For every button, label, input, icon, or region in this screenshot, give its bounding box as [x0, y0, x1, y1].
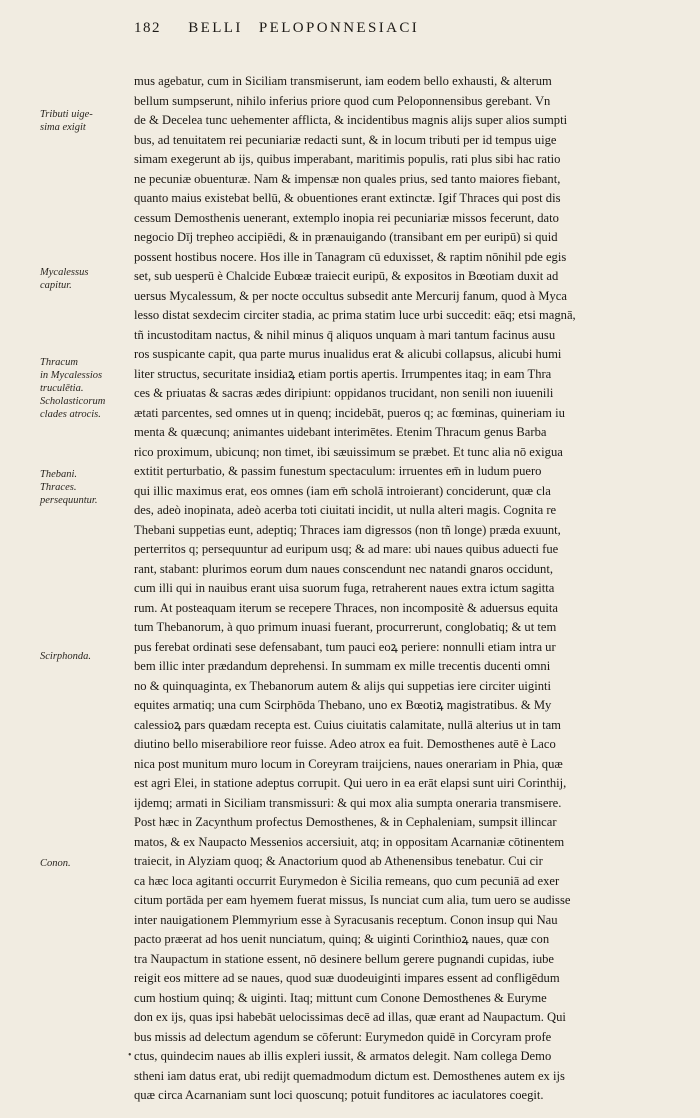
- margin-notes: [0, 0, 130, 1118]
- text-line: est agri Elei, in statione adeptus corrupit. Qui uero in ea erāt elapsi sunt uiri Corinthij,: [134, 776, 567, 790]
- margin-note: Thebani. Thraces. persequuntur.: [40, 469, 98, 506]
- text-line: matos, & ex Naupacto Messenios accersiuit, atq; in oppositam Acarnaniæ cōtinentem: [134, 834, 565, 849]
- text-line: calessioꝝ pars quædam recepta est. Cuius ciuitatis calamitate, nullā alterius ut in tam: [134, 717, 561, 732]
- text-line: tñ incustoditam nactus, & nihil minus q̄ aliquos unquam à mari tantum facinus ausu: [134, 327, 556, 342]
- text-line: nica post munitum muro locum in Coreyram traijciens, naues onerariam in Phia, quæ: [134, 756, 563, 771]
- text-line: don ex ijs, quas ipsi habebāt uelocissimas decē ad illas, quæ erant ad Naupactum. Qui: [134, 1010, 566, 1024]
- text-line: pacto præerat ad hos uenit nunciatum, quinq; & uiginti Corinthioꝝ naues, quæ con: [134, 932, 550, 946]
- text-line: possent hostibus nocere. Hos ille in Tanagram cū eduxisset, & raptim nōnihil pde egis: [134, 249, 567, 264]
- text-line: uersus Mycalessum, & per nocte occultus subsedit ante Mercurij fanum, quod à Myca: [134, 288, 567, 303]
- text-line: traiecit, in Alyziam quoq; & Anactorium quod ab Athenensibus tenebatur. Cui cir: [134, 854, 543, 868]
- text-line: ne pecuniæ obuenturæ. Nam & impensæ non quales prius, sed tanto maiores fiebant,: [134, 171, 561, 186]
- margin-note: Thracum in Mycalessios truculētia. Scholasticorum clades atrocis.: [40, 357, 106, 420]
- text-line: rant, stabant: plurimos eorum dum naues conscendunt nec natandi gnaros occidunt,: [134, 561, 553, 576]
- text-line: quæ circa Acarnaniam sunt loci quoscunq; potuit funditores ac iaculatores coegit.: [134, 1088, 544, 1102]
- text-line: no & quinquaginta, ex Thebanorum autem & alijs qui suppetias iere circiter uiginti: [134, 678, 552, 693]
- text-line: ces & priuatas & sacras ædes diripiunt: oppidanos trucidant, non senili non iuuenili: [134, 386, 554, 400]
- text-line: des, adeò inopinata, adeò acerba toti ciuitati incidit, ut nulla alteri magis. Cognita re: [134, 503, 557, 517]
- text-line: diutino bello miserabiliore reor fuisse. Adeo atrox ea fuit. Demosthenes autē è Laco: [134, 737, 556, 751]
- footer-mark: •: [128, 1050, 132, 1061]
- text-line: ijdemq; armati in Siciliam transmissuri: & qui mox alia sumpta oneraria transmisere.: [134, 795, 562, 810]
- text-line: stheni iam datus erat, ubi redijt quemadmodum dictum est. Demosthenes autem ex ijs: [134, 1068, 565, 1083]
- text-line: ros suspicante capit, qua parte murus inualidus erat & alicubi collapsus, alicubi humi: [134, 347, 562, 361]
- text-line: tum Thebanorum, à quo primum inuasi fuerant, procurrerunt, conglobatiq; & ut tem: [134, 620, 557, 634]
- page-number: 182: [134, 20, 161, 36]
- text-line: mus agebatur, cum in Siciliam transmiserunt, iam eodem bello exhausti, & alterum: [134, 74, 552, 88]
- text-line: inter nauigationem Plemmyrium esse à Syracusanis receptum. Conon insup qui Nau: [134, 912, 558, 927]
- text-line: extitit perturbatio, & passim funestum spectaculum: irruentes em̄ in ludum puero: [134, 464, 542, 478]
- text-line: quanto maius existebat bellū, & obuentiones erant extinctæ. Igif Thraces qui post dis: [134, 191, 561, 205]
- text-line: bus, ad tenuitatem rei pecuniariæ redacti sunt, & in locum tributi per id tempus uige: [134, 132, 557, 147]
- margin-note: Tributi uige- sima exigit: [40, 109, 93, 133]
- margin-note: Scirphonda.: [40, 651, 92, 662]
- margin-note: Mycalessus capitur.: [40, 267, 89, 291]
- margin-note: Conon.: [40, 858, 71, 869]
- running-title: BELLI PELOPONNESIACI: [188, 20, 420, 36]
- text-line: set, sub uesperū è Chalcide Eubœæ traiecit euripū, & expositos in Bœotiam duxit ad: [134, 269, 559, 283]
- text-line: cum hostium quinq; & uiginti. Itaq; mittunt cum Conone Demosthenes & Euryme: [134, 990, 547, 1005]
- text-line: lesso distat sexdecim circiter stadia, ac prima statim luce urbi succedit: eāq; etsi magnā,: [134, 308, 576, 322]
- text-line: bem illic inter prædandum deprehensi. In summam ex mille trecentis ducenti omni: [134, 659, 551, 673]
- text-line: perterritos q; persequuntur ad euripum usq; & ad mare: ubi naues quibus aduecti fue: [134, 542, 559, 556]
- text-line: ctus, quindecim naues ab illis expleri iussit, & armatos delegit. Nam collega Demo: [134, 1049, 552, 1063]
- text-line: bellum sumpserunt, nihilo inferius priore quod cum Peloponnensibus gerebant. Vn: [134, 93, 551, 108]
- text-line: menta & quæcunq; animantes uidebant interimētes. Etenim Thracum genus Barba: [134, 425, 547, 439]
- text-line: ætati parcentes, sed omnes ut in quenq; incidebāt, pueros q; ac fœminas, quineriam iu: [134, 405, 565, 420]
- text-line: Thebani suppetias eunt, adeptiq; Thraces iam digressos (non tñ longe) præda exuunt,: [134, 522, 561, 537]
- text-line: negocio Dīj trepheo accipiēdi, & in prænauigando (transibant em per euripū) si quid: [134, 230, 558, 244]
- text-line: equites armatiq; una cum Scirphōda Thebano, uno ex Bœotiꝝ magistratibus. & My: [134, 698, 552, 712]
- text-line: Post hæc in Zacynthum profectus Demosthenes, & in Cephaleniam, sumpsit illincar: [134, 815, 557, 829]
- text-line: reigit eos mittere ad se naues, quod suæ duodeuiginti impares essent ad confligēdum: [134, 971, 560, 985]
- text-line: liter structus, securitate insidiaꝝ etiam portis apertis. Irrumpentes itaq; in eam Thra: [134, 366, 552, 381]
- text-line: bus missis ad delectum agendum se cōferunt: Eurymedon quidē in Corcyram profe: [134, 1029, 552, 1044]
- text-line: tra Naupactum in statione essent, nō desinere bellum gerere pugnandi cupidas, iube: [134, 951, 555, 966]
- text-line: de & Decelea tunc uehementer afflicta, & incidentibus magnis alijs super alios sumpti: [134, 113, 568, 127]
- text-line: citum portāda per eam hyemem fuerat missus, Is nunciat cum alia, tum uero se audisse: [134, 893, 571, 907]
- text-line: pus ferebat ordinati sese defensabant, tum pauci eoꝝ periere: nonnulli etiam intra ur: [134, 639, 556, 654]
- body-text: [134, 72, 676, 1106]
- text-line: rico proximum, ubicunq; non timet, ibi sæuissimum se præbet. Et tunc alia nō exigua: [134, 444, 563, 459]
- running-header: [134, 20, 674, 37]
- text-line: cum illi qui in nauibus erant uisa suorum fuga, retraherent naues extra ictum sagitta: [134, 581, 555, 595]
- text-line: ca hæc loca agitanti occurrit Eurymedon è Sicilia remeans, quo cum pecuniā ad exer: [134, 873, 560, 888]
- text-line: rum. At posteaquam iterum se recepere Thraces, non incompositè & aduersus equita: [134, 600, 558, 615]
- text-line: qui illic maximus erat, eos omnes (iam em̄ scholā introierant) conciderunt, quæ cla: [134, 483, 551, 498]
- text-line: simam exegerunt ab ijs, quibus imperabant, maritimis populis, rati plus sibi hac ratio: [134, 152, 561, 166]
- text-line: cessum Demosthenis uenerant, extemplo inopia rei pecuniariæ missos fecerunt, dato: [134, 210, 559, 225]
